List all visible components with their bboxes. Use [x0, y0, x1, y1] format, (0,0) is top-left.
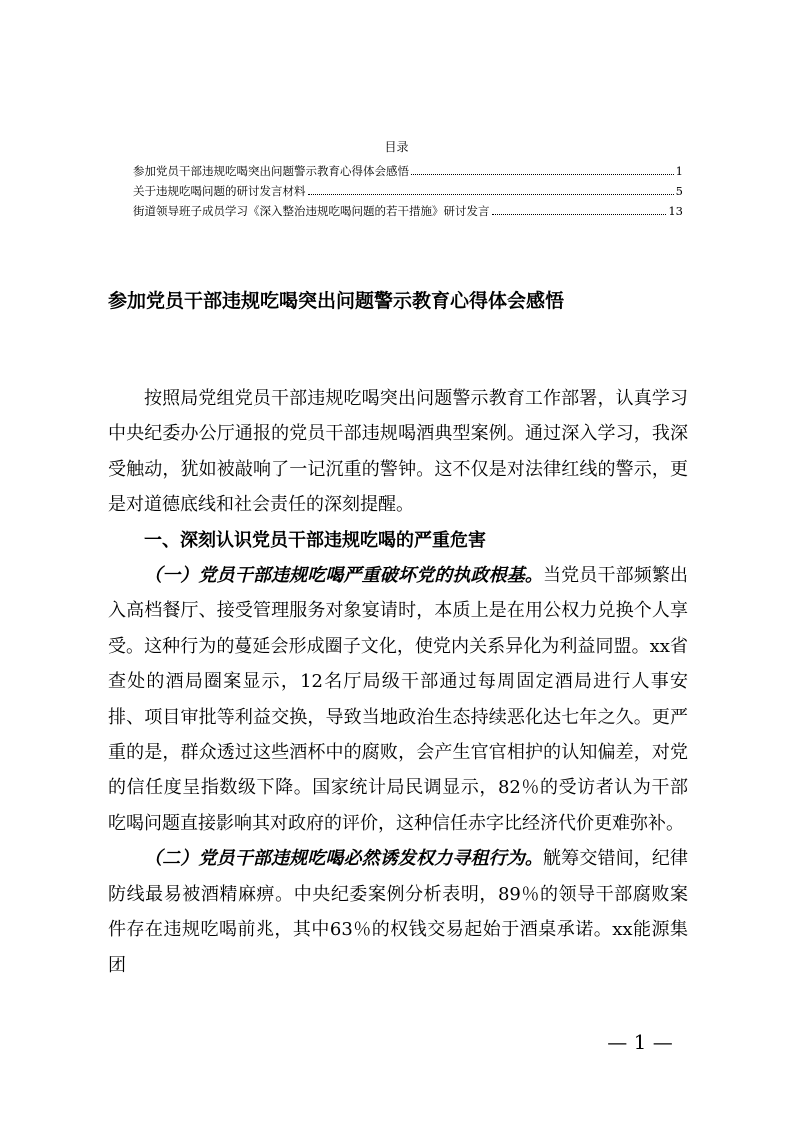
toc-entry-page: 13: [668, 204, 683, 218]
paragraph-lead: （二）党员干部违规吃喝必然诱发权力寻租行为。: [144, 848, 544, 870]
paragraph-text: 当党员干部频繁出入高档餐厅、接受管理服务对象宴请时，本质上是在用公权力兑换个人享受。这种行为的蔓延会形成圈子文化，使党内关系异化为利益同盟。xx省查处的酒局圈案显示，12名厅局级干部通过每周固定酒局进行人事安排、项目审批等利益交换，导致当地政治生态持续恶化达七年之久。更严重的是，群众透过这些酒杯中的腐败，会产生官官相护的认知偏差，对党的信任度呈指数级下降。国家统计局民调显示，82％的受访者认为干部吃喝问题直接影响其对政府的评价，这种信任赤字比经济代价更难弥补。: [108, 565, 689, 834]
toc-entry[interactable]: [133, 183, 683, 199]
section-heading: 一、深刻认识党员干部违规吃喝的严重危害: [144, 529, 486, 551]
intro-paragraph: 按照局党组党员干部违规吃喝突出问题警示教育工作部署，认真学习中央纪委办公厅通报的党员干部违规喝酒典型案例。通过深入学习，我深受触动，犹如被敲响了一记沉重的警钟。这不仅是对法律红线的警示，更是对道德底线和社会责任的深刻提醒。: [108, 388, 688, 516]
toc-entry-text: 关于违规吃喝问题的研讨发言材料: [133, 184, 306, 198]
toc-entry-text: 街道领导班子成员学习《深入整治违规吃喝问题的若干措施》研讨发言: [133, 204, 490, 218]
page-number: — 1 —: [607, 1030, 673, 1054]
toc-dot-leader: [492, 214, 667, 215]
document-body: [108, 381, 688, 983]
toc-entry[interactable]: [133, 203, 683, 219]
paragraph-lead: （一）党员干部违规吃喝严重破坏党的执政根基。: [144, 565, 544, 587]
document-title: 参加党员干部违规吃喝突出问题警示教育心得体会感悟: [108, 290, 565, 312]
body-paragraph: [108, 841, 688, 983]
toc-dot-leader: [308, 194, 674, 195]
toc-title: 目录: [384, 140, 409, 154]
toc-entry-page: 1: [675, 164, 683, 178]
toc-entry[interactable]: [133, 163, 683, 179]
toc-entry-text: 参加党员干部违规吃喝突出问题警示教育心得体会感悟: [133, 164, 409, 178]
toc-dot-leader: [411, 174, 674, 175]
body-paragraph: [108, 558, 688, 841]
toc-entry-page: 5: [675, 184, 683, 198]
paragraph-text: 觥筹交错间，纪律防线最易被酒精麻痹。中央纪委案例分析表明，89％的领导干部腐败案件存在违规吃喝前兆，其中63％的权钱交易起始于酒桌承诺。xx能源集团: [108, 848, 689, 976]
